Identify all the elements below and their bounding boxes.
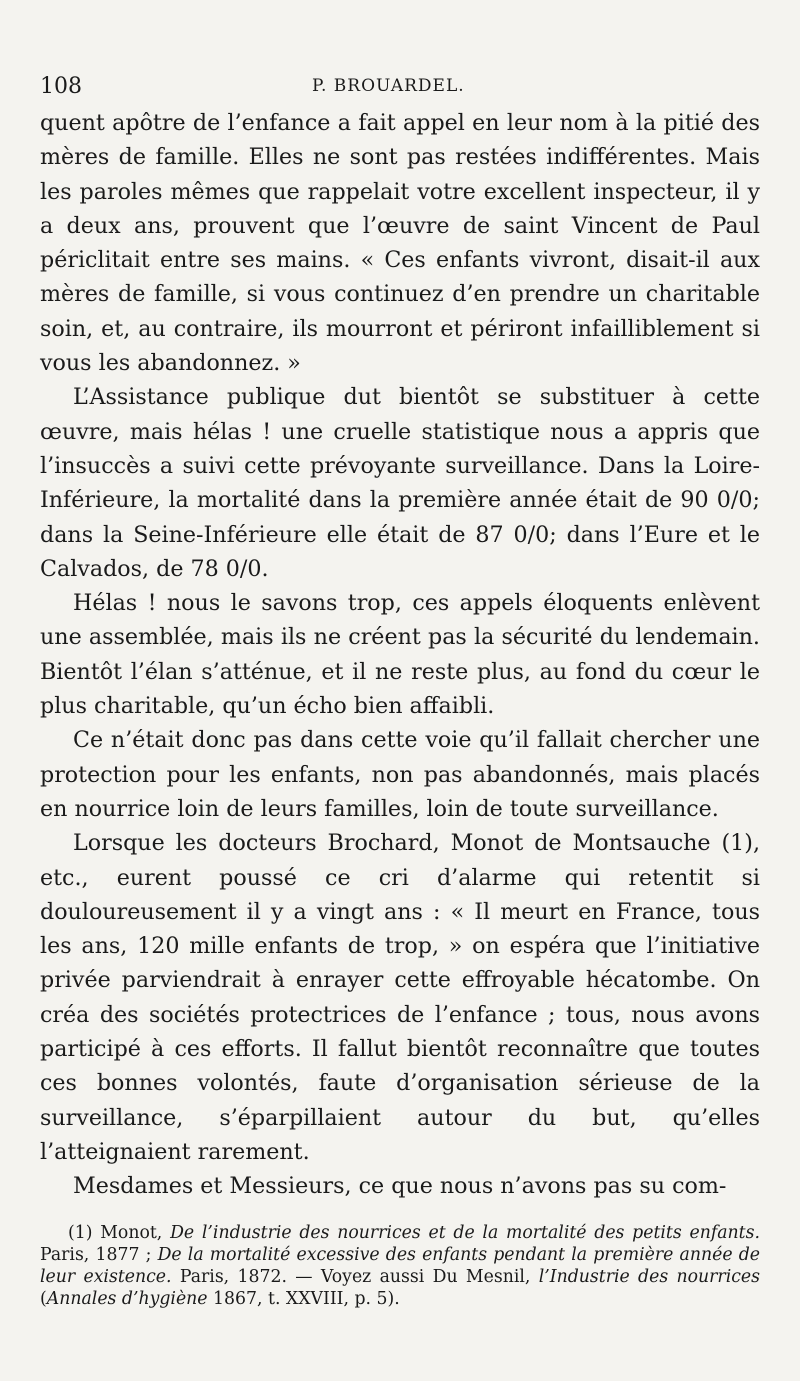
footnote-title: De la mortalité excessive des enfants pendant la première année de leur existence. (40, 1244, 760, 1287)
footnote (40, 1222, 760, 1310)
footnote-text: ( (40, 1288, 47, 1309)
footnote-author: Monot, (100, 1222, 163, 1243)
paragraph: Ce n’était donc pas dans cette voie qu’il fallait chercher une protection pour les enfants, non pas abandonnés, mais placés en nourrice loin de leurs familles, loin de toute surveillance. (40, 727, 760, 822)
paragraph: Hélas ! nous le savons trop, ces appels éloquents enlèvent une assemblée, mais ils ne créent pas la sécurité du lendemain. Bientôt l’élan s’atténue, et il ne reste plus, au fond du cœur le plus charitable, qu’un écho bien affaibli. (40, 590, 760, 720)
paragraph: L’Assistance publique dut bientôt se substituer à cette œuvre, mais hélas ! une cruelle statistique nous a appris que l’insuccès a suivi cette prévoyante surveillance. Dans la Loire-Inférieure, la mortalité dans la première année était de 90 0/0; dans la Seine-Inférieure elle était de 87 0/0; dans l’Eure et le Calvados, de 78 0/0. (40, 384, 760, 582)
footnote-title: l’Industrie des nourrices (538, 1266, 760, 1287)
paragraph: quent apôtre de l’enfance a fait appel en leur nom à la pitié des mères de famille. Elles ne sont pas restées indifférentes. Mais les paroles mêmes que rappelait votre excellent inspecteur, il y a deux ans, prouvent que l’œuvre de saint Vincent de Paul périclitait entre ses mains. « Ces enfants vivront, disait-il aux mères de famille, si vous continuez d’en prendre un charitable soin, et, au contraire, ils mourront et périront infailliblement si vous les abandonnez. » (40, 110, 760, 377)
footnote-marker: (1) (68, 1222, 93, 1243)
page-number: 108 (40, 74, 82, 99)
paragraph: Mesdames et Messieurs, ce que nous n’avons pas su com- (73, 1173, 727, 1200)
running-title: P. BROUARDEL. (312, 76, 465, 96)
running-head (40, 68, 760, 104)
footnote-text: Paris, 1877 ; (40, 1244, 152, 1265)
footnote-text: 1867, t. XXVIII, p. 5). (213, 1288, 400, 1309)
footnote-title: De l’industrie des nourrices et de la mortalité des petits enfants. (170, 1222, 760, 1243)
footnote-text: Paris, 1872. — Voyez aussi Du Mesnil, (179, 1266, 531, 1287)
body-text (40, 106, 760, 1204)
footnote-title: Annales d’hygiène (46, 1288, 208, 1309)
paragraph: Lorsque les docteurs Brochard, Monot de Montsauche (1), etc., eurent poussé ce cri d’alarme qui retentit si douloureusement il y a vingt ans : « Il meurt en France, tous les ans, 120 mille enfants de trop, » on espéra que l’initiative privée parviendrait à enrayer cette effroyable hécatombe. On créa des sociétés protectrices de l’enfance ; tous, nous avons participé à ces efforts. Il fallut bientôt reconnaître que toutes ces bonnes volontés, faute d’organisation sérieuse de la surveillance, s’éparpillaient autour du but, qu’elles l’atteignaient rarement. (40, 830, 760, 1165)
